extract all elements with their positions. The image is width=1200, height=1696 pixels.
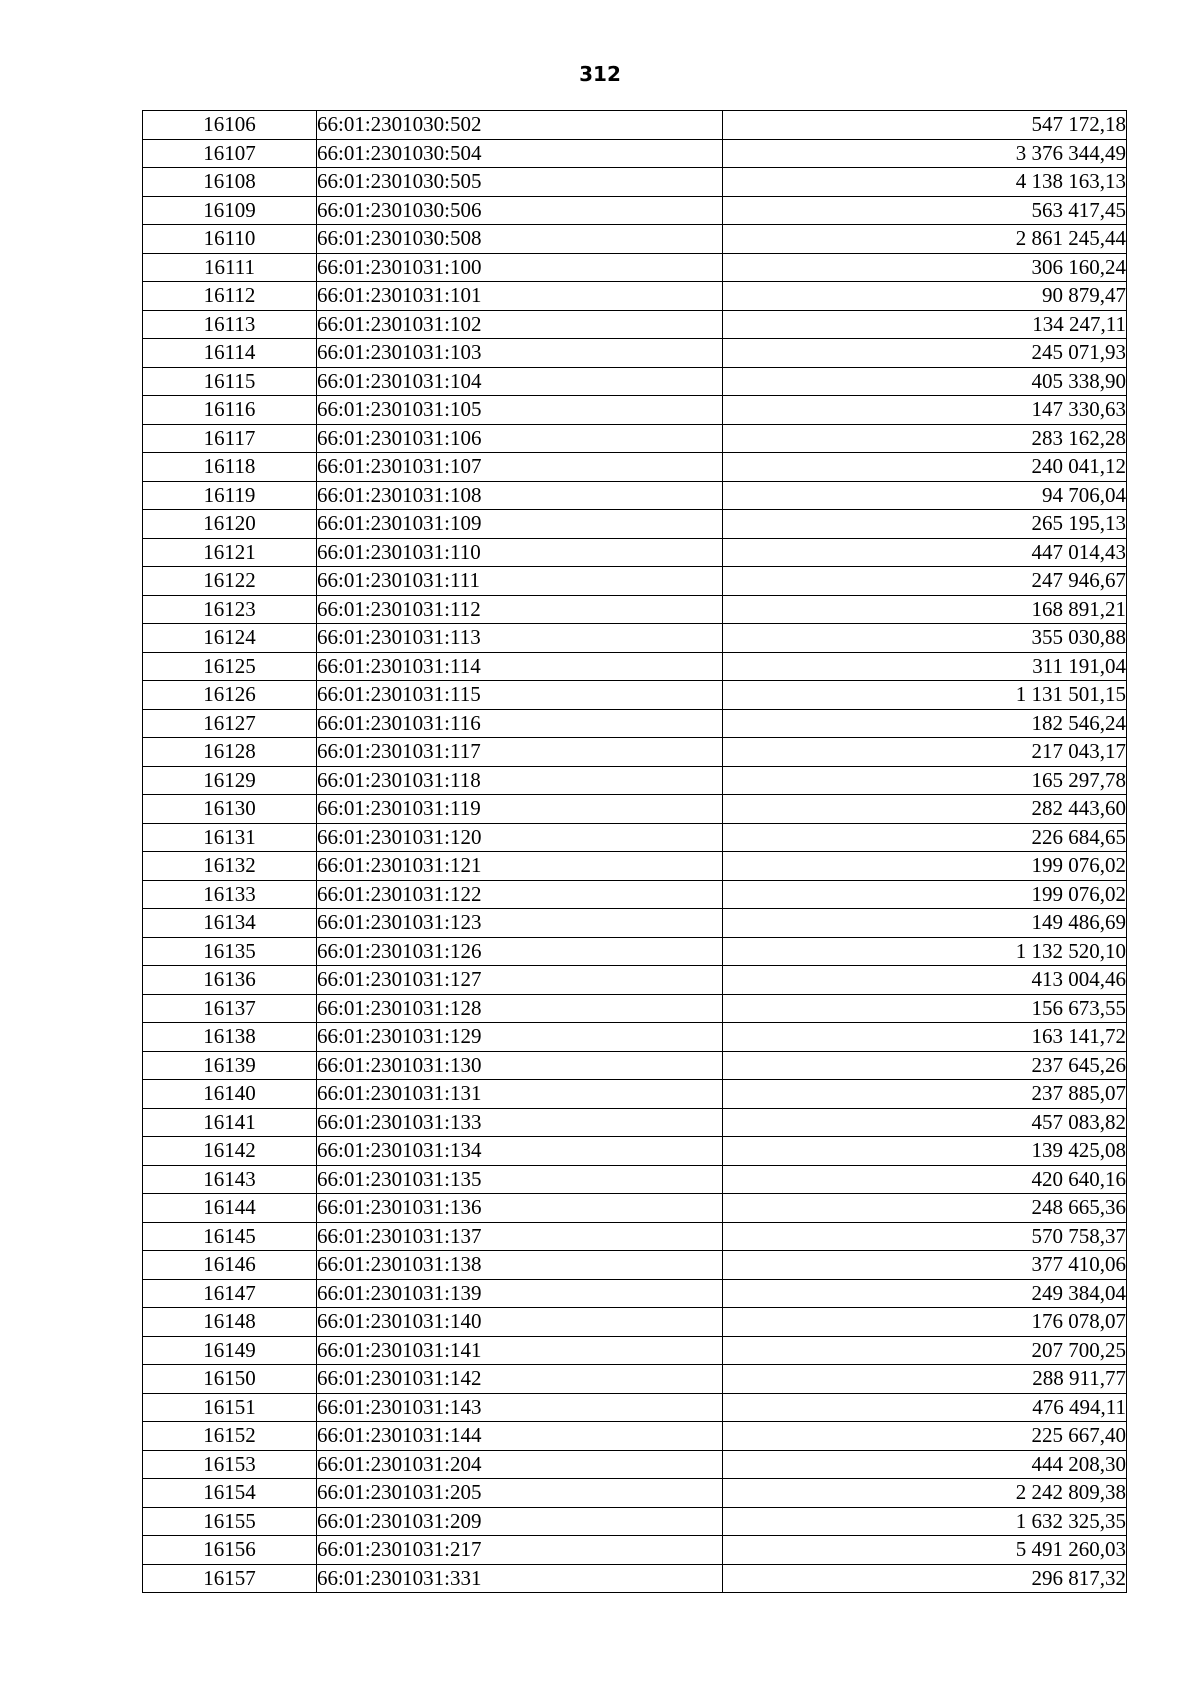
row-number-cell: 16134 xyxy=(143,909,317,938)
cadastral-value-cell: 176 078,07 xyxy=(723,1308,1127,1337)
cadastral-number-cell: 66:01:2301031:120 xyxy=(317,823,723,852)
row-number-cell: 16123 xyxy=(143,595,317,624)
table-row xyxy=(143,1422,1127,1451)
cadastral-number-cell: 66:01:2301031:129 xyxy=(317,1023,723,1052)
table-row xyxy=(143,225,1127,254)
row-number-cell: 16145 xyxy=(143,1222,317,1251)
row-number-cell: 16111 xyxy=(143,253,317,282)
table-row xyxy=(143,168,1127,197)
cadastral-number-cell: 66:01:2301031:115 xyxy=(317,681,723,710)
cadastral-value-cell: 2 242 809,38 xyxy=(723,1479,1127,1508)
cadastral-value-cell: 139 425,08 xyxy=(723,1137,1127,1166)
cadastral-number-cell: 66:01:2301031:138 xyxy=(317,1251,723,1280)
cadastral-number-cell: 66:01:2301031:102 xyxy=(317,310,723,339)
cadastral-number-cell: 66:01:2301031:118 xyxy=(317,766,723,795)
row-number-cell: 16109 xyxy=(143,196,317,225)
cadastral-value-cell: 1 131 501,15 xyxy=(723,681,1127,710)
cadastral-value-cell: 165 297,78 xyxy=(723,766,1127,795)
cadastral-number-cell: 66:01:2301031:116 xyxy=(317,709,723,738)
cadastral-number-cell: 66:01:2301031:112 xyxy=(317,595,723,624)
table-row xyxy=(143,823,1127,852)
cadastral-value-cell: 405 338,90 xyxy=(723,367,1127,396)
row-number-cell: 16137 xyxy=(143,994,317,1023)
cadastral-number-cell: 66:01:2301031:101 xyxy=(317,282,723,311)
table-row xyxy=(143,937,1127,966)
table-row xyxy=(143,1336,1127,1365)
cadastral-value-cell: 182 546,24 xyxy=(723,709,1127,738)
cadastral-number-cell: 66:01:2301031:204 xyxy=(317,1450,723,1479)
cadastral-number-cell: 66:01:2301030:504 xyxy=(317,139,723,168)
cadastral-value-cell: 163 141,72 xyxy=(723,1023,1127,1052)
table-row xyxy=(143,1279,1127,1308)
cadastral-number-cell: 66:01:2301031:126 xyxy=(317,937,723,966)
cadastral-number-cell: 66:01:2301031:143 xyxy=(317,1393,723,1422)
row-number-cell: 16125 xyxy=(143,652,317,681)
cadastral-number-cell: 66:01:2301031:128 xyxy=(317,994,723,1023)
row-number-cell: 16116 xyxy=(143,396,317,425)
table-row xyxy=(143,282,1127,311)
table-row xyxy=(143,852,1127,881)
cadastral-number-cell: 66:01:2301031:141 xyxy=(317,1336,723,1365)
row-number-cell: 16119 xyxy=(143,481,317,510)
row-number-cell: 16142 xyxy=(143,1137,317,1166)
table-row xyxy=(143,1564,1127,1593)
table-row xyxy=(143,1308,1127,1337)
cadastral-value-cell: 5 491 260,03 xyxy=(723,1536,1127,1565)
table-row xyxy=(143,396,1127,425)
cadastral-number-cell: 66:01:2301031:127 xyxy=(317,966,723,995)
row-number-cell: 16115 xyxy=(143,367,317,396)
table-row xyxy=(143,1450,1127,1479)
cadastral-number-cell: 66:01:2301031:331 xyxy=(317,1564,723,1593)
cadastral-value-cell: 237 645,26 xyxy=(723,1051,1127,1080)
row-number-cell: 16131 xyxy=(143,823,317,852)
cadastral-value-cell: 355 030,88 xyxy=(723,624,1127,653)
table-row xyxy=(143,424,1127,453)
cadastral-value-cell: 447 014,43 xyxy=(723,538,1127,567)
cadastral-number-cell: 66:01:2301031:103 xyxy=(317,339,723,368)
table-row xyxy=(143,1023,1127,1052)
cadastral-value-cell: 207 700,25 xyxy=(723,1336,1127,1365)
cadastral-number-cell: 66:01:2301031:122 xyxy=(317,880,723,909)
table-row xyxy=(143,1393,1127,1422)
row-number-cell: 16130 xyxy=(143,795,317,824)
table-row xyxy=(143,880,1127,909)
row-number-cell: 16150 xyxy=(143,1365,317,1394)
row-number-cell: 16127 xyxy=(143,709,317,738)
row-number-cell: 16117 xyxy=(143,424,317,453)
row-number-cell: 16140 xyxy=(143,1080,317,1109)
row-number-cell: 16138 xyxy=(143,1023,317,1052)
cadastral-number-cell: 66:01:2301031:117 xyxy=(317,738,723,767)
cadastral-number-cell: 66:01:2301031:107 xyxy=(317,453,723,482)
cadastral-number-cell: 66:01:2301031:121 xyxy=(317,852,723,881)
cadastral-number-cell: 66:01:2301031:123 xyxy=(317,909,723,938)
row-number-cell: 16118 xyxy=(143,453,317,482)
cadastral-number-cell: 66:01:2301031:133 xyxy=(317,1108,723,1137)
cadastral-value-cell: 4 138 163,13 xyxy=(723,168,1127,197)
cadastral-number-cell: 66:01:2301031:109 xyxy=(317,510,723,539)
cadastral-number-cell: 66:01:2301031:119 xyxy=(317,795,723,824)
row-number-cell: 16133 xyxy=(143,880,317,909)
table-row xyxy=(143,681,1127,710)
cadastral-number-cell: 66:01:2301031:136 xyxy=(317,1194,723,1223)
table-row xyxy=(143,1365,1127,1394)
cadastral-value-cell: 217 043,17 xyxy=(723,738,1127,767)
cadastral-value-cell: 3 376 344,49 xyxy=(723,139,1127,168)
table-row xyxy=(143,795,1127,824)
cadastral-value-cell: 225 667,40 xyxy=(723,1422,1127,1451)
cadastral-value-cell: 199 076,02 xyxy=(723,880,1127,909)
cadastral-value-cell: 249 384,04 xyxy=(723,1279,1127,1308)
page-number: 312 xyxy=(579,62,621,86)
cadastral-value-cell: 265 195,13 xyxy=(723,510,1127,539)
cadastral-number-cell: 66:01:2301031:140 xyxy=(317,1308,723,1337)
table-row xyxy=(143,253,1127,282)
row-number-cell: 16143 xyxy=(143,1165,317,1194)
cadastral-number-cell: 66:01:2301031:106 xyxy=(317,424,723,453)
cadastral-value-cell: 90 879,47 xyxy=(723,282,1127,311)
cadastral-number-cell: 66:01:2301031:144 xyxy=(317,1422,723,1451)
table-row xyxy=(143,652,1127,681)
table-row xyxy=(143,567,1127,596)
cadastral-value-cell: 547 172,18 xyxy=(723,111,1127,140)
cadastral-value-cell: 94 706,04 xyxy=(723,481,1127,510)
cadastral-value-cell: 288 911,77 xyxy=(723,1365,1127,1394)
cadastral-number-cell: 66:01:2301031:217 xyxy=(317,1536,723,1565)
cadastral-value-cell: 1 632 325,35 xyxy=(723,1507,1127,1536)
cadastral-number-cell: 66:01:2301030:508 xyxy=(317,225,723,254)
cadastral-value-cell: 248 665,36 xyxy=(723,1194,1127,1223)
row-number-cell: 16149 xyxy=(143,1336,317,1365)
row-number-cell: 16132 xyxy=(143,852,317,881)
cadastral-value-cell: 306 160,24 xyxy=(723,253,1127,282)
cadastral-value-cell: 296 817,32 xyxy=(723,1564,1127,1593)
cadastral-number-cell: 66:01:2301031:205 xyxy=(317,1479,723,1508)
cadastral-value-cell: 156 673,55 xyxy=(723,994,1127,1023)
cadastral-number-cell: 66:01:2301031:135 xyxy=(317,1165,723,1194)
cadastral-number-cell: 66:01:2301031:104 xyxy=(317,367,723,396)
cadastral-value-cell: 476 494,11 xyxy=(723,1393,1127,1422)
cadastral-number-cell: 66:01:2301031:137 xyxy=(317,1222,723,1251)
table-row xyxy=(143,1251,1127,1280)
cadastral-value-cell: 1 132 520,10 xyxy=(723,937,1127,966)
cadastral-value-cell: 413 004,46 xyxy=(723,966,1127,995)
row-number-cell: 16155 xyxy=(143,1507,317,1536)
table-row xyxy=(143,1051,1127,1080)
table-row xyxy=(143,994,1127,1023)
cadastral-value-cell: 282 443,60 xyxy=(723,795,1127,824)
table-row xyxy=(143,1479,1127,1508)
row-number-cell: 16129 xyxy=(143,766,317,795)
cadastral-value-cell: 199 076,02 xyxy=(723,852,1127,881)
table-row xyxy=(143,481,1127,510)
row-number-cell: 16151 xyxy=(143,1393,317,1422)
row-number-cell: 16124 xyxy=(143,624,317,653)
row-number-cell: 16139 xyxy=(143,1051,317,1080)
row-number-cell: 16126 xyxy=(143,681,317,710)
cadastral-value-cell: 168 891,21 xyxy=(723,595,1127,624)
table-row xyxy=(143,738,1127,767)
table-row xyxy=(143,1137,1127,1166)
table-row xyxy=(143,1507,1127,1536)
cadastral-number-cell: 66:01:2301031:130 xyxy=(317,1051,723,1080)
cadastral-number-cell: 66:01:2301031:110 xyxy=(317,538,723,567)
row-number-cell: 16141 xyxy=(143,1108,317,1137)
cadastral-value-cell: 377 410,06 xyxy=(723,1251,1127,1280)
cadastral-number-cell: 66:01:2301031:134 xyxy=(317,1137,723,1166)
cadastral-value-cell: 240 041,12 xyxy=(723,453,1127,482)
row-number-cell: 16157 xyxy=(143,1564,317,1593)
cadastral-value-cell: 237 885,07 xyxy=(723,1080,1127,1109)
table-row xyxy=(143,310,1127,339)
cadastral-number-cell: 66:01:2301031:131 xyxy=(317,1080,723,1109)
cadastral-value-cell: 2 861 245,44 xyxy=(723,225,1127,254)
row-number-cell: 16106 xyxy=(143,111,317,140)
row-number-cell: 16136 xyxy=(143,966,317,995)
table-row xyxy=(143,766,1127,795)
row-number-cell: 16146 xyxy=(143,1251,317,1280)
table-row xyxy=(143,1536,1127,1565)
cadastral-number-cell: 66:01:2301030:506 xyxy=(317,196,723,225)
row-number-cell: 16152 xyxy=(143,1422,317,1451)
cadastral-number-cell: 66:01:2301031:113 xyxy=(317,624,723,653)
table-row xyxy=(143,909,1127,938)
cadastral-number-cell: 66:01:2301031:100 xyxy=(317,253,723,282)
cadastral-value-cell: 134 247,11 xyxy=(723,310,1127,339)
cadastral-number-cell: 66:01:2301031:139 xyxy=(317,1279,723,1308)
row-number-cell: 16156 xyxy=(143,1536,317,1565)
cadastral-value-cell: 311 191,04 xyxy=(723,652,1127,681)
cadastral-number-cell: 66:01:2301030:505 xyxy=(317,168,723,197)
cadastral-number-cell: 66:01:2301031:108 xyxy=(317,481,723,510)
cadastral-value-cell: 563 417,45 xyxy=(723,196,1127,225)
row-number-cell: 16114 xyxy=(143,339,317,368)
table-row xyxy=(143,624,1127,653)
table-row xyxy=(143,595,1127,624)
table-row xyxy=(143,510,1127,539)
table-row xyxy=(143,139,1127,168)
row-number-cell: 16113 xyxy=(143,310,317,339)
cadastral-value-cell: 570 758,37 xyxy=(723,1222,1127,1251)
cadastral-value-cell: 247 946,67 xyxy=(723,567,1127,596)
row-number-cell: 16148 xyxy=(143,1308,317,1337)
table-row xyxy=(143,339,1127,368)
cadastral-value-cell: 457 083,82 xyxy=(723,1108,1127,1137)
row-number-cell: 16154 xyxy=(143,1479,317,1508)
cadastral-number-cell: 66:01:2301031:105 xyxy=(317,396,723,425)
table-row xyxy=(143,367,1127,396)
cadastral-number-cell: 66:01:2301031:209 xyxy=(317,1507,723,1536)
row-number-cell: 16121 xyxy=(143,538,317,567)
row-number-cell: 16128 xyxy=(143,738,317,767)
table-row xyxy=(143,709,1127,738)
cadastral-number-cell: 66:01:2301031:142 xyxy=(317,1365,723,1394)
table-row xyxy=(143,1080,1127,1109)
cadastral-number-cell: 66:01:2301030:502 xyxy=(317,111,723,140)
table-row xyxy=(143,538,1127,567)
table-body xyxy=(143,111,1127,1593)
cadastral-value-cell: 420 640,16 xyxy=(723,1165,1127,1194)
table-row xyxy=(143,966,1127,995)
row-number-cell: 16144 xyxy=(143,1194,317,1223)
row-number-cell: 16122 xyxy=(143,567,317,596)
cadastral-number-cell: 66:01:2301031:114 xyxy=(317,652,723,681)
table-row xyxy=(143,111,1127,140)
table-row xyxy=(143,1194,1127,1223)
row-number-cell: 16108 xyxy=(143,168,317,197)
row-number-cell: 16135 xyxy=(143,937,317,966)
table-row xyxy=(143,1108,1127,1137)
cadastral-number-cell: 66:01:2301031:111 xyxy=(317,567,723,596)
cadastral-value-cell: 147 330,63 xyxy=(723,396,1127,425)
cadastral-value-cell: 283 162,28 xyxy=(723,424,1127,453)
cadastral-value-cell: 444 208,30 xyxy=(723,1450,1127,1479)
table-row xyxy=(143,453,1127,482)
row-number-cell: 16120 xyxy=(143,510,317,539)
row-number-cell: 16112 xyxy=(143,282,317,311)
row-number-cell: 16153 xyxy=(143,1450,317,1479)
cadastral-value-table xyxy=(142,110,1127,1593)
cadastral-value-cell: 245 071,93 xyxy=(723,339,1127,368)
table-row xyxy=(143,1165,1127,1194)
table-row xyxy=(143,196,1127,225)
table-row xyxy=(143,1222,1127,1251)
row-number-cell: 16107 xyxy=(143,139,317,168)
row-number-cell: 16110 xyxy=(143,225,317,254)
cadastral-value-cell: 226 684,65 xyxy=(723,823,1127,852)
row-number-cell: 16147 xyxy=(143,1279,317,1308)
cadastral-value-cell: 149 486,69 xyxy=(723,909,1127,938)
